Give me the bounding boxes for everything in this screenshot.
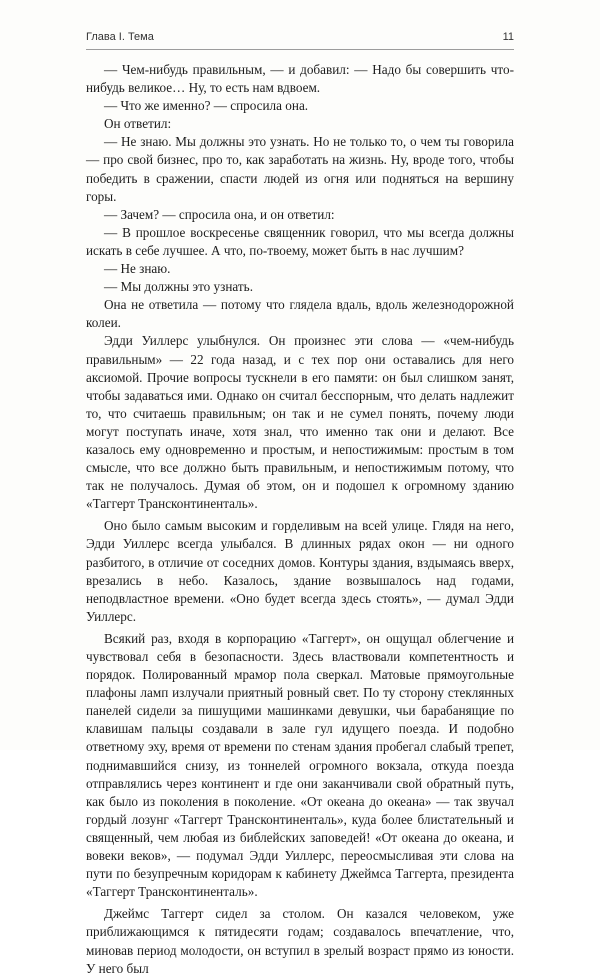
paragraph: Джеймс Таггерт сидел за столом. Он казался человеком, уже приближающимся к пятидесяти годам; создавалось впечатление, что, миновав период молодости, он вступил в зрелый возраст прямо из юности. У него был: [86, 906, 514, 976]
paragraph: — Что же именно? — спросила она.: [104, 98, 309, 114]
page-number: 11: [502, 31, 514, 43]
paragraph: Эдди Уиллерс улыбнулся. Он произнес эти слова — «чем-нибудь правильным» — 22 года назад, и с тех пор они оставались для него аксиомой. Прочие вопросы тускнели в его памяти: он был слишком занят, чтобы задаваться ими. Однако он считал бесспорным, что делать надлежит то, что считаешь правильным; он так и не сумел понять, почему люди могут поступать иначе, хотя знал, что именно так они и делают. Все казалось ему одновременно и простым, и непостижимым: простым в том смысле, что все должно быть правильным, и непостижимым потому, что так не получалось. Думая об этом, он и подошел к огромному зданию «Таггерт Трансконтиненталь».: [86, 333, 514, 512]
paragraph: — Мы должны это узнать.: [104, 279, 253, 295]
paragraph: — Чем-нибудь правильным, — и добавил: — Надо бы совершить что-нибудь великое… Ну, то есть нам вдвоем.: [86, 62, 514, 96]
paragraph: — Не знаю.: [104, 261, 171, 277]
running-head: [86, 31, 514, 43]
paragraph: — Не знаю. Мы должны это узнать. Но не только то, о чем ты говорила — про свой бизнес, про то, как заработать на жизнь. Ну, вроде того, чтобы победить в сражении, спасти людей из огня или подняться на вершину горы.: [86, 134, 514, 204]
paragraph: Оно было самым высоким и горделивым на всей улице. Глядя на него, Эдди Уиллерс всегда улыбался. В длинных рядах окон — ни одного разбитого, в отличие от соседних домов. Контуры здания, вздымаясь вверх, врезались в небо. Казалось, здание возвышалось над годами, неподвластное времени. «Оно будет всегда здесь стоять», — думал Эдди Уиллерс.: [86, 518, 514, 624]
paragraph: Она не ответила — потому что глядела вдаль, вдоль железнодорожной колеи.: [86, 297, 514, 331]
header-rule: [86, 49, 514, 50]
paragraph: — В прошлое воскресенье священник говорил, что мы всегда должны искать в себе лучшее. А что, по-твоему, может быть в нас лучшим?: [86, 224, 514, 258]
body-text: [86, 61, 514, 978]
paragraph: Всякий раз, входя в корпорацию «Таггерт», он ощущал облегчение и чувствовал себя в безопасности. Здесь властвовали компетентность и порядок. Полированный мрамор пола сверкал. Матовые прямоугольные плафоны ламп излучали приятный ровный свет. По ту сторону стеклянных панелей сидели за пишущими машинками девушки, чьи барабанящие по клавишам пальцы создавали в зале гул идущего поезда. И подобно ответному эху, время от времени по стенам здания пробегал слабый трепет, поднимавшийся снизу, из тоннелей огромного вокзала, откуда поезда отправлялись через континент и где они заканчивали свой обратный путь, как было из поколения в поколение. «От океана до океана» — так звучал гордый лозунг «Таггерт Трансконтиненталь», куда более блистательный и священный, чем любая из библейских заповедей! «От океана до океана, и вовеки веков», — подумал Эдди Уиллерс, переосмысливая эти слова на пути по безупречным коридорам к кабинету Джеймса Таггерта, президента «Таггерт Трансконтиненталь».: [86, 630, 514, 900]
paragraph: Он ответил:: [104, 116, 172, 132]
paragraph: — Зачем? — спросила она, и он ответил:: [104, 206, 335, 222]
chapter-title: Глава I. Тема: [86, 31, 154, 43]
